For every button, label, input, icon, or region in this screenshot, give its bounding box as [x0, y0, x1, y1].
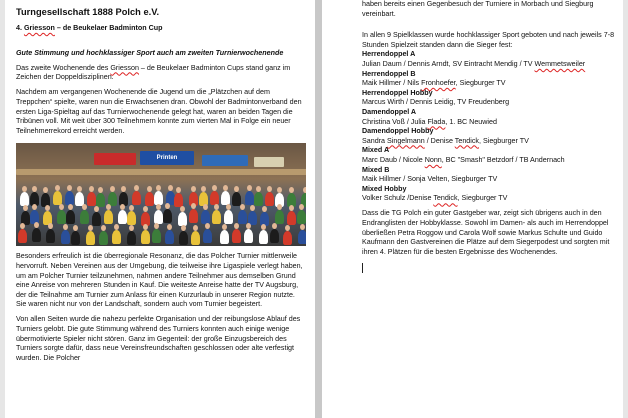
document-page-left[interactable]	[5, 0, 315, 418]
player-figure	[20, 192, 29, 206]
player-figure	[80, 210, 89, 224]
result-category: Mixed Hobby	[362, 184, 407, 193]
player-head	[289, 187, 294, 193]
player-head	[201, 186, 206, 192]
result-winners: Julian Daum / Dennis Arndt, SV Eintracht Mendig / TV Wemmetsweiler	[362, 59, 586, 68]
player-figure	[18, 229, 27, 243]
player-head	[267, 186, 272, 192]
player-head	[98, 187, 103, 193]
player-figure	[232, 229, 241, 243]
result-winners: Sandra Singelmann / Denise Tendick, Siegburger TV	[362, 136, 529, 145]
hall-banner-light	[254, 157, 284, 167]
player-head	[106, 204, 111, 210]
closing-paragraph: Dass die TG Polch ein guter Gastgeber war, zeigt sich übrigens auch in den Endranglisten der Hobbyklasse. Sowohl im Damen- als auch im Herrendoppel überließen Petra Roggow und Carola Wolf sowie Markus Schulte und Guido Kaufmann den Gastvereinen die Plätze auf dem Siegerpodest und sorgten mit ihren 4. Plätzen für die besten Ergebnisse des Wochenendes.	[362, 209, 610, 256]
player-figure	[220, 230, 229, 244]
spell-error-word: Griesson	[23, 24, 55, 32]
player-figure	[244, 229, 253, 243]
player-figure	[265, 192, 274, 206]
paragraph-2: Nachdem am vergangenen Wochenende die Jugend um die „Plätzchen auf dem Treppchen“ spielte, waren nun die Erwachsenen dran. Obwohl der Badmintonverband den ersten Liga-Spieltag auf das Turnierwochenende gelegt hat, waren an beiden Tagen die Tribünen voll. Mit weit über 300 Teilnehmern konnte zum vierten Mal in Folge ein neuer Teilnehmerrekord erreicht werden.	[16, 88, 302, 135]
player-figure	[112, 230, 121, 244]
player-head	[191, 203, 196, 209]
player-head	[262, 206, 267, 212]
player-figure	[212, 210, 221, 224]
player-head	[94, 206, 99, 212]
player-figure	[96, 193, 105, 207]
player-head	[234, 186, 239, 192]
player-figure	[99, 231, 108, 245]
player-figure	[245, 191, 254, 205]
player-figure	[87, 192, 96, 206]
result-category: Herrendoppel B	[362, 69, 416, 78]
result-winners: Christina Voß / Julia Flada, 1. BC Neuwied	[362, 117, 497, 126]
player-figure	[65, 191, 74, 205]
player-figure	[154, 210, 163, 224]
player-head	[22, 186, 27, 192]
player-head	[156, 185, 161, 191]
player-figure	[43, 211, 52, 225]
player-figure	[127, 231, 136, 245]
player-head	[299, 204, 304, 210]
player-head	[143, 224, 148, 230]
player-head	[191, 186, 196, 192]
player-figure	[57, 210, 66, 224]
player-head	[101, 225, 106, 231]
player-figure	[298, 230, 306, 244]
player-figure	[66, 210, 75, 224]
player-head	[203, 204, 208, 210]
player-head	[193, 225, 198, 231]
player-figure	[32, 228, 41, 242]
hall-wall-strip	[16, 169, 306, 175]
text-cursor[interactable]	[362, 263, 363, 273]
player-head	[250, 205, 255, 211]
player-head	[165, 203, 170, 209]
player-head	[67, 185, 72, 191]
player-head	[43, 187, 48, 193]
player-head	[289, 205, 294, 211]
player-head	[120, 204, 125, 210]
hall-banner-blue	[202, 155, 248, 166]
player-crowd	[16, 182, 306, 246]
results-list	[362, 50, 617, 204]
page-left-text-column	[16, 0, 306, 363]
spell-error-word: Tendick	[454, 136, 479, 145]
player-head	[247, 185, 252, 191]
player-figure	[238, 210, 247, 224]
hall-banner-printen	[140, 151, 194, 165]
spell-error-word: Griesson	[110, 63, 139, 72]
player-head	[277, 187, 282, 193]
paragraph-1: Das zweite Wochenende des Griesson – de Beukelaer Badminton Cups stand ganz im Zeichen der Doppeldisziplinen.	[16, 63, 291, 82]
spell-error-word: Tendick	[433, 194, 458, 203]
player-head	[147, 186, 152, 192]
player-figure	[61, 230, 70, 244]
player-head	[212, 185, 217, 191]
player-head	[48, 223, 53, 229]
player-head	[176, 187, 181, 193]
player-head	[34, 222, 39, 228]
player-head	[214, 204, 219, 210]
player-figure	[118, 210, 127, 224]
player-head	[261, 224, 266, 230]
player-head	[129, 205, 134, 211]
player-head	[20, 223, 25, 229]
player-head	[121, 186, 126, 192]
player-figure	[104, 210, 113, 224]
player-head	[134, 185, 139, 191]
document-page-right[interactable]	[322, 0, 623, 418]
result-category: Herrendoppel A	[362, 50, 416, 59]
player-head	[154, 223, 159, 229]
player-figure	[92, 212, 101, 226]
team-group-photo	[16, 143, 306, 246]
player-head	[68, 204, 73, 210]
player-head	[156, 204, 161, 210]
player-head	[143, 206, 148, 212]
player-figure	[210, 191, 219, 205]
player-figure	[46, 229, 55, 243]
spell-error-word: Singelmann	[387, 136, 425, 145]
player-head	[303, 187, 306, 193]
player-head	[32, 186, 37, 192]
player-figure	[203, 229, 212, 243]
result-winners: Maik Hillmer / Nils Fronhoefer, Siegburger TV	[362, 79, 506, 88]
player-figure	[145, 192, 154, 206]
player-head	[234, 223, 239, 229]
player-head	[222, 224, 227, 230]
player-figure	[275, 210, 284, 224]
spell-error-word: Wemmetsweiler	[534, 59, 586, 68]
player-figure	[141, 230, 150, 244]
result-winners: Marc Daub / Nicole Nonn, BC "Smash" Betzdorf / TB Andernach	[362, 155, 565, 164]
player-figure	[178, 212, 187, 226]
player-figure	[191, 231, 200, 245]
player-head	[63, 224, 68, 230]
player-head	[167, 224, 172, 230]
player-figure	[127, 211, 136, 225]
org-title: Turngesellschaft 1888 Polch e.V.	[16, 7, 160, 17]
result-category: Herrendoppel Hobby	[362, 88, 433, 97]
player-figure	[283, 231, 292, 245]
results-intro: In allen 9 Spielklassen wurde hochklassiger Sport geboten und nach jeweils 7-8 Stunden Spielzeit standen dann die Sieger fest:	[362, 31, 615, 49]
hall-banner-red	[94, 153, 136, 165]
player-head	[272, 223, 277, 229]
player-head	[168, 185, 173, 191]
player-head	[59, 204, 64, 210]
player-figure	[297, 210, 306, 224]
player-head	[240, 204, 245, 210]
player-head	[223, 185, 228, 191]
player-figure	[53, 191, 62, 205]
player-head	[45, 205, 50, 211]
player-figure	[152, 229, 161, 243]
player-head	[73, 225, 78, 231]
player-figure	[86, 231, 95, 245]
player-head	[32, 204, 37, 210]
player-head	[110, 186, 115, 192]
player-figure	[165, 230, 174, 244]
article-subtitle: Gute Stimmung und hochklassiger Sport auch am zweiten Turnierwochenende	[16, 48, 284, 57]
result-winners: Marcus Wirth / Dennis Leidig, TV Freudenberg	[362, 98, 510, 107]
intro-text: haben bereits einen Gegenbesuch der Turniere in Morbach und Siegburg vereinbart.	[362, 0, 594, 18]
player-figure	[132, 191, 141, 205]
result-category: Damendoppel Hobby	[362, 127, 434, 136]
player-figure	[254, 192, 263, 206]
banner-text: Printen	[156, 155, 178, 162]
player-head	[23, 205, 28, 211]
player-figure	[201, 210, 210, 224]
spell-error-word: Flada	[427, 117, 446, 126]
player-head	[246, 223, 251, 229]
player-head	[88, 225, 93, 231]
result-category: Mixed B	[362, 165, 390, 174]
player-figure	[232, 192, 241, 206]
player-figure	[189, 209, 198, 223]
player-head	[129, 225, 134, 231]
player-figure	[224, 210, 233, 224]
player-head	[89, 186, 94, 192]
player-figure	[163, 209, 172, 223]
player-head	[226, 204, 231, 210]
player-figure	[221, 191, 230, 205]
player-head	[114, 224, 119, 230]
paragraph-4: Von allen Seiten wurde die nahezu perfekte Organisation und der reibungslose Ablauf des Turniers gelobt. Die gute Stimmung während des Turniers konnten auch einige wenige übermotivierte Spieler nicht stören. Ganz im Gegenteil: der große Einzugsbereich des Turniers sorgte dafür, dass neue Vereinsfreundschaften geschlossen oder alte verfestigt wurden. Die Polcher	[16, 315, 301, 362]
player-figure	[259, 230, 268, 244]
player-head	[277, 204, 282, 210]
result-winners: Maik Hillmer / Sonja Velten, Siegburger TV	[362, 175, 498, 184]
page-right-text-column	[362, 0, 617, 277]
player-head	[180, 206, 185, 212]
player-figure	[179, 231, 188, 245]
paragraph-3: Besonders erfreulich ist die überregionale Resonanz, die das Polcher Turnier mittlerweile hervorruft. Neben Vereinen aus der Umgebung, die teilweise ihre Ligaspiele verlegt haben, um am Polcher Turnier teilzunehmen, nahmen andere Teilnehmer aus demselben Grund eine Anreise von mehreren Stunden in Kauf. Die weiteste Anreise hatte der TV Augsburg, der die Teilnahme am Turnier zum Anlass für einen Kurzurlaub in unserer Region nutzte. Sie waren nicht nur von der Landschaft, sondern auch vom Turnier begeistert.	[16, 252, 303, 309]
spell-error-word: Fronhoefer	[421, 79, 456, 88]
player-figure	[270, 229, 279, 243]
page-gutter	[315, 0, 322, 418]
player-figure	[287, 211, 296, 225]
player-figure	[71, 231, 80, 245]
player-head	[82, 204, 87, 210]
player-head	[181, 225, 186, 231]
player-head	[300, 224, 305, 230]
article-heading: 4. Griesson – de Beukelaer Badminton Cup	[16, 24, 163, 32]
result-category: Damendoppel A	[362, 107, 417, 116]
spell-error-word: Nonn	[424, 155, 442, 164]
result-category: Mixed A	[362, 146, 390, 155]
player-head	[256, 186, 261, 192]
player-head	[285, 225, 290, 231]
result-winners: Volker Schulz /Denise Tendick, Siegburger TV	[362, 194, 508, 203]
player-head	[55, 185, 60, 191]
